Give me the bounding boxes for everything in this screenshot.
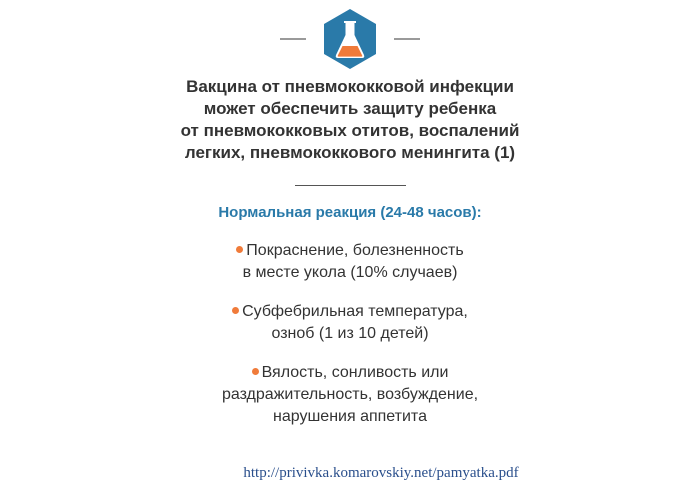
item-text: Вялость, сонливость или bbox=[261, 364, 449, 381]
right-dash bbox=[394, 38, 420, 40]
item-text: раздражительность, возбуждение, bbox=[221, 386, 479, 403]
item-text: в месте укола (10% случаев) bbox=[242, 264, 458, 281]
item-text: нарушения аппетита bbox=[273, 408, 427, 425]
list-item bbox=[0, 240, 700, 284]
reaction-list bbox=[0, 240, 700, 445]
list-item bbox=[0, 301, 700, 345]
item-text: Покраснение, болезненность bbox=[246, 242, 464, 259]
bullet-icon bbox=[232, 307, 239, 314]
source-url[interactable] bbox=[0, 463, 700, 483]
left-dash bbox=[280, 38, 306, 40]
bullet-icon bbox=[236, 246, 243, 253]
heading-line: Вакцина от пневмококковой инфекции bbox=[186, 77, 514, 96]
icon-row bbox=[0, 8, 700, 70]
heading-line: от пневмококковых отитов, воспалений bbox=[180, 121, 520, 140]
list-item bbox=[0, 362, 700, 428]
divider bbox=[295, 185, 406, 186]
flask-icon bbox=[322, 8, 378, 70]
heading-line: может обеспечить защиту ребенка bbox=[203, 99, 497, 118]
heading-line: легких, пневмококкового менингита (1) bbox=[184, 143, 516, 162]
item-text: Субфебрильная температура, bbox=[242, 303, 468, 320]
subheading: Нормальная реакция (24-48 часов): bbox=[218, 204, 482, 221]
source-url-text[interactable]: http://privivka.komarovskiy.net/pamyatka.pdf bbox=[243, 465, 519, 481]
main-heading bbox=[0, 76, 700, 164]
item-text: озноб (1 из 10 детей) bbox=[271, 325, 429, 342]
bullet-icon bbox=[252, 368, 259, 375]
